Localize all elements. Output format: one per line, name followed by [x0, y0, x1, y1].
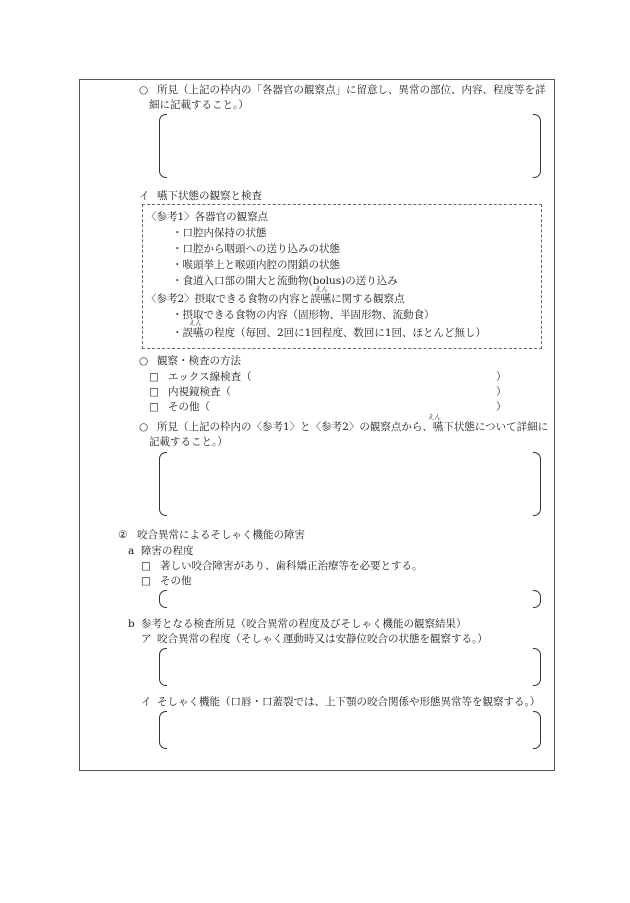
- findings-input-area[interactable]: [159, 114, 541, 178]
- ruby-annotation: えん: [315, 285, 328, 293]
- ref1-item: ・口腔から咽頭への送り込みの状態: [172, 243, 340, 255]
- mastication-function-label: そしゃく機能（口唇・口蓋裂では、上下顎の咬合関係や形態異常等を観察する。）: [157, 696, 541, 708]
- ref2-item: ・摂取できる食物の内容（固形物、半固形物、流動食）: [172, 309, 435, 321]
- ref1-item: ・食道入口部の開大と流動物(bolus)の送り込み: [172, 275, 398, 287]
- occlusion-degree-input[interactable]: [159, 648, 541, 686]
- other-method-checkbox[interactable]: □: [149, 401, 159, 413]
- mastication-function-input[interactable]: [159, 711, 541, 749]
- other-degree-checkbox[interactable]: □: [141, 575, 151, 587]
- severe-occlusion-label: 著しい咬合障害があり、歯科矯正治療等を必要とする。: [160, 560, 423, 572]
- bullet-marker: ○: [139, 84, 149, 96]
- swallow-findings-input-area[interactable]: [159, 452, 541, 516]
- findings-instruction-line2: 細に記載すること。）: [149, 99, 249, 111]
- swallow-findings-instruction-line1: 所見（上記の枠内の〈参考1〉と〈参考2〉の観察点から、嚥下状態について詳細に: [157, 421, 549, 433]
- section-marker-i: イ: [139, 190, 150, 202]
- ref2-item: ・誤嚥の程度（毎回、2回に1回程度、数回に1回、ほとんど無し）: [172, 327, 487, 339]
- item-marker-i: イ: [141, 696, 152, 708]
- findings-instruction-line1: 所見（上記の枠内の「各器官の観察点」に留意し、異常の部位、内容、程度等を詳: [157, 84, 546, 96]
- section2-title: 咬合異常によるそしゃく機能の障害: [137, 529, 305, 541]
- xray-label: エックス線検査（: [168, 371, 252, 383]
- ruby-annotation: えん: [189, 319, 202, 327]
- section-title-swallowing: 嚥下状態の観察と検査: [157, 190, 262, 202]
- endoscopy-label: 内視鏡検査（: [168, 386, 231, 398]
- endoscopy-checkbox[interactable]: □: [149, 386, 159, 398]
- subsection-marker-b: b: [128, 618, 135, 630]
- ref1-item: ・喉頭挙上と喉頭内腔の閉鎖の状態: [172, 259, 340, 271]
- subsection-b-title: 参考となる検査所見（咬合異常の程度及びそしゃく機能の観察結果）: [141, 618, 467, 630]
- xray-checkbox[interactable]: □: [149, 371, 159, 383]
- other-degree-label: その他: [160, 575, 192, 587]
- ruby-annotation: えん: [428, 413, 441, 421]
- other-method-label: その他（: [168, 401, 210, 413]
- subsection-a-title: 障害の程度: [141, 545, 194, 557]
- item-marker-a: ア: [141, 633, 152, 645]
- other-degree-input[interactable]: [159, 590, 541, 608]
- severe-occlusion-checkbox[interactable]: □: [141, 560, 151, 572]
- ref1-heading: 〈参考1〉各器官の観察点: [146, 211, 269, 223]
- methods-title: 観察・検査の方法: [157, 355, 241, 367]
- occlusion-degree-label: 咬合異常の程度（そしゃく運動時又は安静位咬合の状態を観察する。）: [157, 633, 488, 645]
- section-number: ②: [118, 529, 128, 541]
- bullet-marker: ○: [139, 355, 149, 367]
- close-paren: ）: [496, 371, 507, 383]
- swallow-findings-instruction-line2: 記載すること。）: [149, 436, 228, 448]
- subsection-marker-a: a: [128, 545, 135, 557]
- ref1-item: ・口腔内保持の状態: [172, 227, 267, 239]
- close-paren: ）: [496, 401, 507, 413]
- ref2-heading: 〈参考2〉摂取できる食物の内容と誤嚥に関する観察点: [146, 293, 405, 305]
- close-paren: ）: [496, 386, 507, 398]
- bullet-marker: ○: [139, 421, 149, 433]
